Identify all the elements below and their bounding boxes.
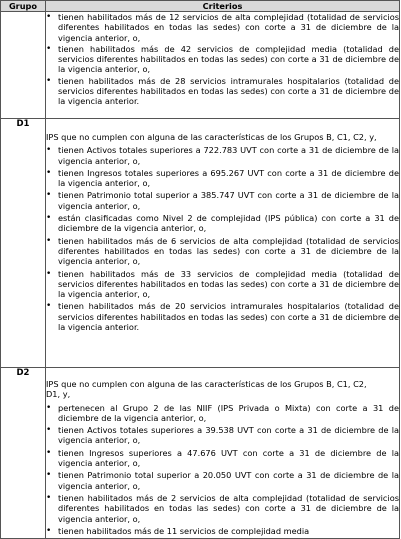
criteria-cell — [46, 119, 400, 368]
criteria-cell — [46, 12, 400, 119]
table-row — [1, 119, 400, 368]
list-item: • tienen Patrimonio total superior a 20.050 UVT con corte a 31 de diciembre de la vigencia anterior, o, — [46, 470, 399, 491]
list-item: • tienen Patrimonio total superior a 385.747 UVT con corte a 31 de diciembre de la vigencia anterior, o, — [46, 190, 399, 211]
list-item: • tienen habilitados más de 6 servicios de alta complejidad (totalidad de servicios diferentes habilitados en todas las sedes) con corte a 31 de diciembre de la vigencia anterior, o, — [46, 236, 399, 267]
header-group: Grupo — [1, 1, 46, 12]
list-item: • tienen Activos totales superiores a 39.538 UVT con corte a 31 de diciembre de la vigencia anterior, o, — [46, 425, 399, 446]
group-cell: D1 — [1, 119, 46, 368]
group-cell: D2 — [1, 368, 46, 539]
table-row — [1, 12, 400, 119]
list-item: • tienen habilitados más de 20 servicios intramurales hospitalarios (totalidad de servicios diferentes habilitados en todas las sedes) con corte a 31 de diciembre de la vigencia anterior. — [46, 301, 399, 332]
group-cell — [1, 12, 46, 119]
criteria-cell — [46, 368, 400, 539]
header-criteria: Criterios — [46, 1, 400, 12]
list-item: • tienen habilitados más de 2 servicios de alta complejidad (totalidad de servicios diferentes habilitados en todas las sedes) con corte a 31 de diciembre de la vigencia anterior, o, — [46, 493, 399, 524]
list-item: • tienen Activos totales superiores a 722.783 UVT con corte a 31 de diciembre de la vigencia anterior, o, — [46, 145, 399, 166]
criteria-list — [46, 145, 399, 332]
list-item: • tienen habilitados más de 11 servicios de complejidad media — [46, 526, 399, 536]
list-item: • tienen habilitados más de 12 servicios de alta complejidad (totalidad de servicios diferentes habilitados en todas las sedes) con corte a 31 de diciembre de la vigencia anterior, o, — [46, 12, 399, 43]
criteria-intro: IPS que no cumplen con alguna de las características de los Grupos B, C1, C2, y, — [46, 132, 377, 142]
criteria-intro: IPS que no cumplen con alguna de las características de los Grupos B, C1, C2, D1, y, — [46, 379, 367, 400]
criteria-list — [46, 12, 399, 107]
table-row — [1, 368, 400, 539]
list-item: • están clasificadas como Nivel 2 de complejidad (IPS pública) con corte a 31 de diciembre de la vigencia anterior, o, — [46, 213, 399, 234]
header-row — [1, 1, 400, 12]
list-item: • pertenecen al Grupo 2 de las NIIF (IPS Privada o Mixta) con corte a 31 de diciembre de la vigencia anterior, o, — [46, 403, 399, 424]
criteria-list — [46, 403, 399, 537]
list-item: • tienen habilitados más de 42 servicios de complejidad media (totalidad de servicios diferentes habilitados en todas las sedes) con corte a 31 de diciembre de la vigencia anterior, o, — [46, 44, 399, 75]
list-item: • tienen Ingresos superiores a 47.676 UVT con corte a 31 de diciembre de la vigencia anterior, o, — [46, 448, 399, 469]
list-item: • tienen habilitados más de 28 servicios intramurales hospitalarios (totalidad de servicios diferentes habilitados en todas las sedes) con corte a 31 de diciembre de la vigencia anterior. — [46, 76, 399, 107]
list-item: • tienen habilitados más de 33 servicios de complejidad media (totalidad de servicios diferentes habilitados en todas las sedes) con corte a 31 de diciembre de la vigencia anterior, o, — [46, 269, 399, 300]
list-item: • tienen Ingresos totales superiores a 695.267 UVT con corte a 31 de diciembre de la vigencia anterior, o, — [46, 168, 399, 189]
